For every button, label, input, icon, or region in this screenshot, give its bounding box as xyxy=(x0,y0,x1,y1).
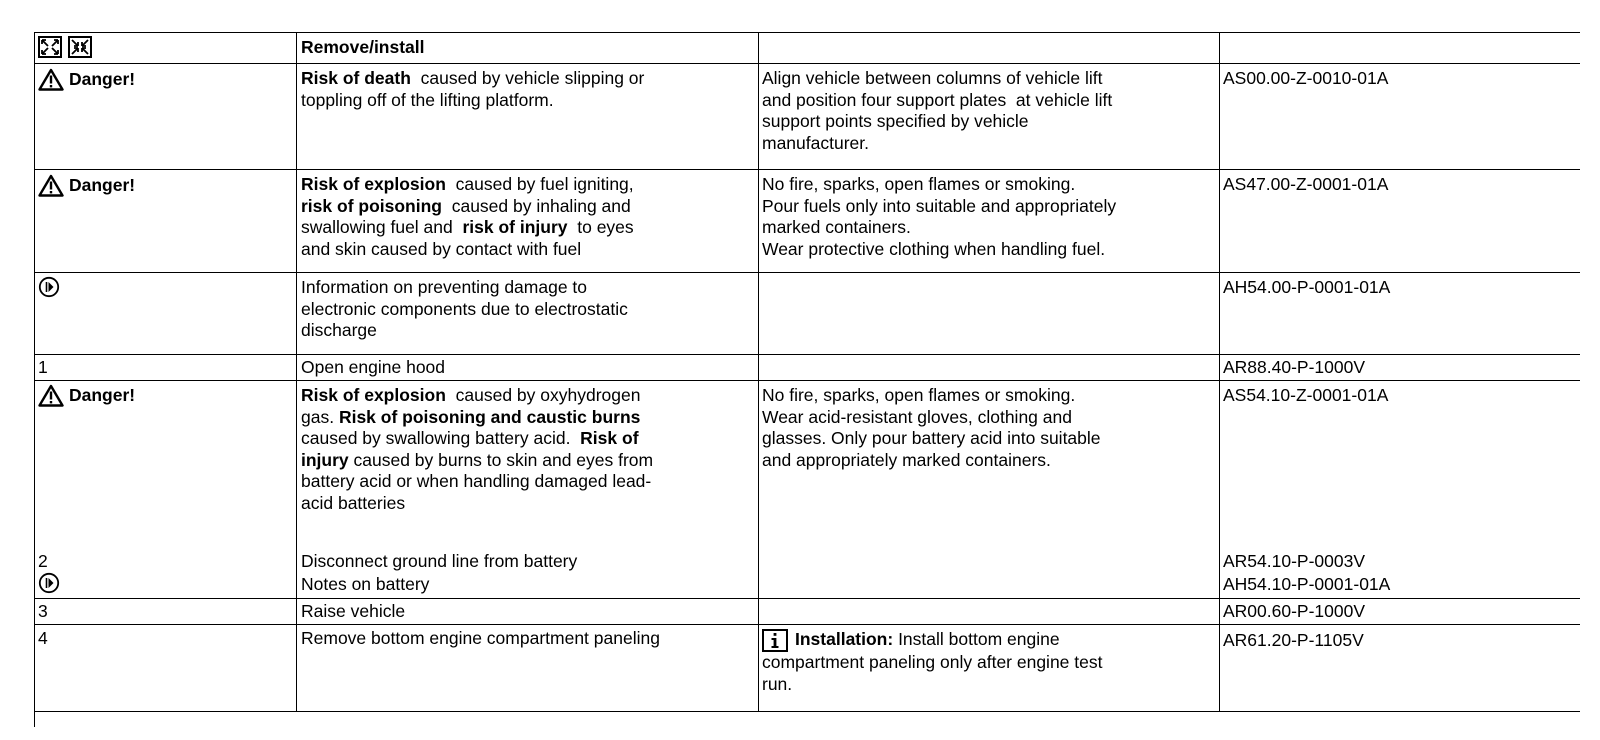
row-0-notes: Align vehicle between columns of vehicle lift and position four support plates at vehicle lift support points specified by vehicle manufacturer. xyxy=(762,68,1113,153)
step-description: Open engine hood xyxy=(301,357,446,377)
row-1-description: Risk of explosion caused by fuel igniting, risk of poisoning caused by inhaling and swallowing fuel and risk of injury to eyes and skin caused by contact with fuel xyxy=(301,174,634,259)
document-reference-link[interactable]: AS47.00-Z-0001-01A xyxy=(1223,174,1389,194)
step-description: Disconnect ground line from battery xyxy=(301,551,578,571)
table-rule xyxy=(34,32,1580,33)
info-box-icon xyxy=(762,629,788,652)
document-reference-link[interactable]: AS00.00-Z-0010-01A xyxy=(1223,68,1389,88)
row-4-description: Risk of explosion caused by oxyhydrogen gas. Risk of poisoning and caustic burns caused by swallowing battery acid. Risk of injury caused by burns to skin and eyes from battery acid or when handling damaged lead- acid batteries xyxy=(301,385,654,513)
document-reference-link[interactable]: AR61.20-P-1105V xyxy=(1223,630,1364,650)
warning-triangle-icon xyxy=(38,174,64,197)
step-description: Notes on battery xyxy=(301,574,430,594)
expand-icon[interactable] xyxy=(38,36,62,64)
step-description: Remove bottom engine compartment paneling xyxy=(301,628,660,648)
table-rule xyxy=(296,32,297,711)
step-number: 3 xyxy=(38,601,48,621)
row-4-notes: No fire, sparks, open flames or smoking. Wear acid-resistant gloves, clothing and glasses. Only pour battery acid into suitable and appropriately marked containers. xyxy=(762,385,1101,470)
row-6-notes: Installation: Install bottom engine compartment paneling only after engine test run. xyxy=(762,629,1103,694)
table-rule xyxy=(34,354,1580,355)
table-rule xyxy=(34,380,1580,381)
step-number: 1 xyxy=(38,357,48,377)
table-rule xyxy=(34,272,1580,273)
document-reference-link[interactable]: AR88.40-P-1000V xyxy=(1223,357,1366,377)
warning-triangle-icon xyxy=(38,68,64,91)
step-description: Raise vehicle xyxy=(301,601,406,621)
table-rule xyxy=(1219,32,1220,711)
table-rule xyxy=(758,32,759,711)
document-reference-link[interactable]: AR00.60-P-1000V xyxy=(1223,601,1366,621)
danger-label: Danger! xyxy=(38,68,135,91)
row-2-description: Information on preventing damage to electronic components due to electrostatic discharge xyxy=(301,277,628,340)
table-rule xyxy=(34,63,1580,64)
table-rule xyxy=(34,32,35,727)
warning-triangle-icon xyxy=(38,384,64,407)
collapse-icon[interactable] xyxy=(68,36,92,64)
step-number: 4 xyxy=(38,628,48,648)
info-icon xyxy=(38,276,60,304)
document-reference-link[interactable]: AH54.10-P-0001-01A xyxy=(1223,574,1391,594)
document-reference-link[interactable]: AS54.10-Z-0001-01A xyxy=(1223,385,1389,405)
danger-label: Danger! xyxy=(38,174,135,197)
step-number: 2 xyxy=(38,551,48,571)
table-rule xyxy=(34,624,1580,625)
row-0-description: Risk of death caused by vehicle slipping or toppling off of the lifting platform. xyxy=(301,68,645,110)
row-1-notes: No fire, sparks, open flames or smoking. Pour fuels only into suitable and appropriately marked containers. Wear protective clothing when handling fuel. xyxy=(762,174,1117,259)
document-reference-link[interactable]: AR54.10-P-0003V xyxy=(1223,551,1366,571)
table-rule xyxy=(34,711,1580,712)
header-title: Remove/install xyxy=(301,37,425,57)
table-rule xyxy=(34,598,1580,599)
header-icons xyxy=(38,36,92,64)
table-rule xyxy=(34,169,1580,170)
document-reference-link[interactable]: AH54.00-P-0001-01A xyxy=(1223,277,1391,297)
info-icon xyxy=(38,572,60,600)
danger-label: Danger! xyxy=(38,384,135,407)
